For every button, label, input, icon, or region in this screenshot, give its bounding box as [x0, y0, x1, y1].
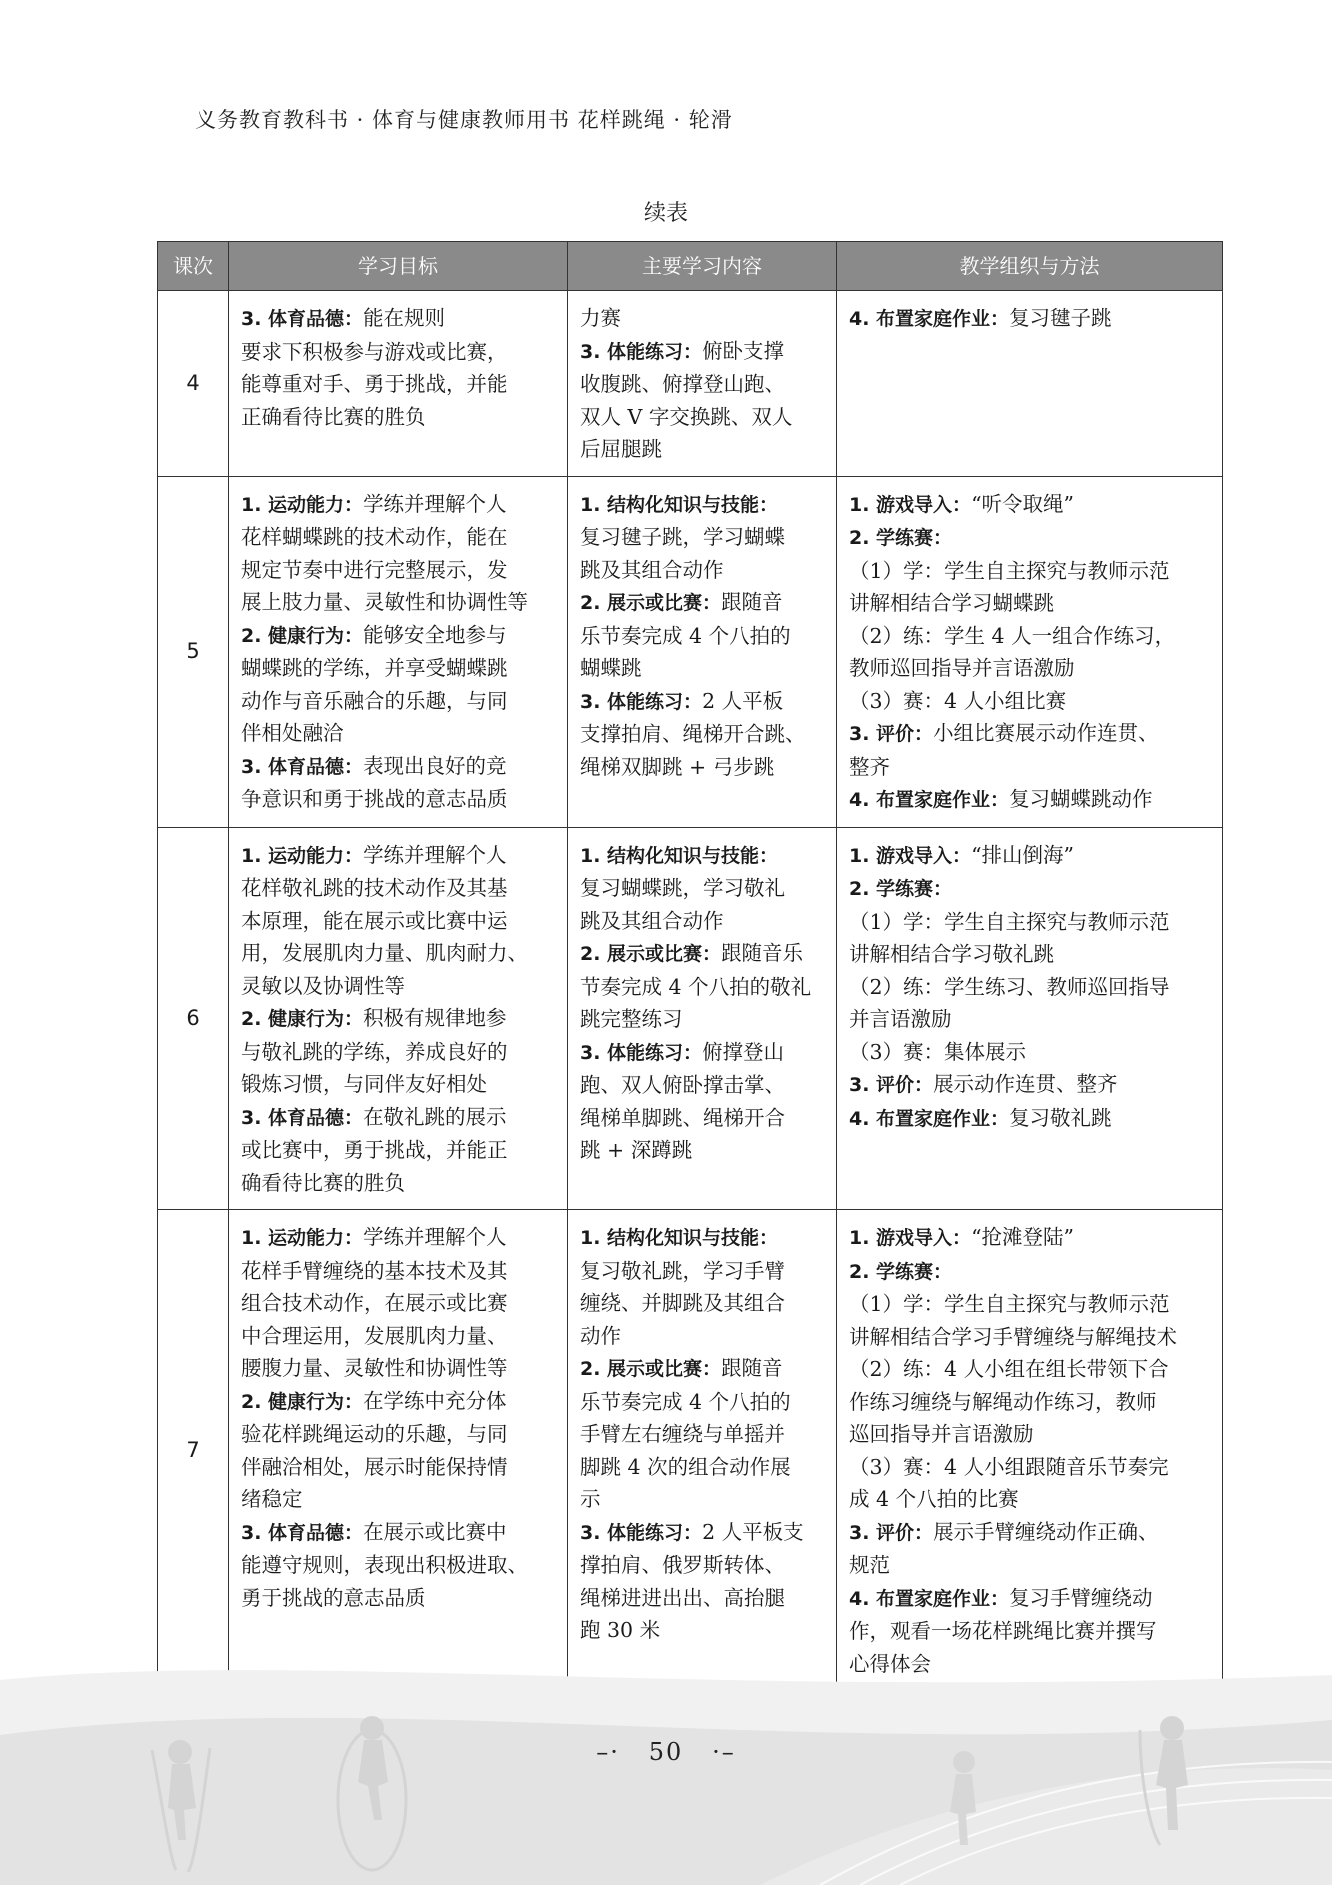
content-cell [568, 476, 837, 827]
section-label: 4. 布置家庭作业： [849, 789, 1010, 811]
cell-line [241, 1134, 555, 1167]
line-text: 规定节奏中进行完整展示，发 [241, 557, 508, 582]
line-text: 作练习缠绕与解绳动作练习，教师 [849, 1389, 1157, 1414]
line-text: 组合技术动作，在展示或比赛 [241, 1291, 508, 1315]
cell-line [241, 652, 555, 685]
line-text: （2）练：学生练习、教师巡回指导 [849, 974, 1170, 999]
section-label: 3. 体育品德： [241, 1106, 364, 1129]
page-number-value: 50 [648, 1738, 684, 1766]
cell-line [241, 1287, 555, 1320]
methods-cell [837, 1210, 1223, 1691]
cell-line [849, 555, 1210, 588]
section-label: 4. 布置家庭作业： [849, 1587, 1010, 1610]
line-text: 俯撑登山 [702, 1039, 785, 1064]
page-number [0, 1738, 1332, 1766]
cell-line [241, 1516, 555, 1550]
cell-line [241, 554, 555, 587]
cell-line [849, 1288, 1210, 1321]
line-text: 表现出良好的竞 [363, 753, 507, 778]
cell-line [849, 1451, 1210, 1484]
cell-line [849, 971, 1210, 1004]
cell-line [849, 1353, 1210, 1386]
line-text: 讲解相结合学习蝴蝶跳 [849, 591, 1054, 615]
cell-line [241, 1002, 555, 1036]
line-text: 在学练中充分体 [363, 1388, 507, 1413]
section-label: 3. 评价： [849, 723, 934, 745]
line-text: 心得体会 [849, 1651, 931, 1676]
line-text: （2）练：学生 4 人一组合作练习， [849, 623, 1176, 648]
cell-line [241, 521, 555, 554]
cell-line [241, 1549, 555, 1582]
line-text: 支撑拍肩、绳梯开合跳、 [580, 722, 806, 746]
cell-line [849, 1036, 1210, 1069]
cell-line [580, 1582, 824, 1615]
line-text: 跑 30 米 [580, 1618, 661, 1642]
cell-line [580, 1287, 824, 1320]
line-text: （1）学：学生自主探究与教师示范 [849, 558, 1170, 583]
page-number-dash-left: –· [596, 1738, 620, 1766]
cell-line [849, 1483, 1210, 1516]
cell-line [241, 717, 555, 750]
line-text: “抢滩登陆” [971, 1225, 1075, 1249]
line-text: 能够安全地参与 [363, 622, 507, 647]
line-text: 讲解相结合学习敬礼跳 [849, 942, 1054, 966]
lesson-number: 4 [158, 291, 229, 477]
cell-line [849, 938, 1210, 971]
line-text: 2 人平板支 [702, 1519, 804, 1544]
line-text: 锻炼习惯，与同伴友好相处 [241, 1072, 487, 1096]
line-text: （2）练：4 人小组在组长带领下合 [849, 1357, 1169, 1381]
section-label: 4. 布置家庭作业： [849, 1107, 1010, 1130]
line-text: 小组比赛展示动作连贯、 [933, 721, 1159, 745]
cell-line [241, 783, 555, 816]
section-label: 3. 评价： [849, 1074, 934, 1096]
line-text: 跟随音 [721, 1356, 783, 1380]
section-label: 1. 运动能力： [241, 1227, 364, 1249]
cell-line [241, 905, 555, 938]
cell-line [580, 488, 824, 522]
line-text: 整齐 [849, 754, 890, 779]
line-text: 勇于挑战的意志品质 [241, 1585, 426, 1610]
cell-line [580, 620, 824, 653]
cell-line [241, 1255, 555, 1288]
cell-line [241, 1101, 555, 1135]
cell-line [580, 1036, 824, 1070]
cell-line [241, 1483, 555, 1516]
cell-line [580, 335, 824, 369]
section-label: 2. 展示或比赛： [580, 1358, 722, 1380]
cell-line [241, 368, 555, 401]
cell-line [241, 586, 555, 619]
section-label: 2. 展示或比赛： [580, 943, 722, 965]
line-text: 撑拍肩、俄罗斯转体、 [580, 1553, 785, 1577]
line-text: 学练并理解个人 [363, 842, 507, 867]
line-text: “排山倒海” [971, 842, 1075, 867]
line-text: 复习敬礼跳 [1009, 1105, 1112, 1130]
cell-line [241, 1352, 555, 1385]
cell-line [849, 1321, 1210, 1354]
cell-line [241, 1068, 555, 1101]
table-row [158, 827, 1223, 1210]
cell-line [849, 302, 1210, 336]
line-text: 动作与音乐融合的乐趣，与同 [241, 688, 508, 713]
line-text: 本原理，能在展示或比赛中运 [241, 908, 508, 933]
line-text: 伴融洽相处，展示时能保持情 [241, 1454, 508, 1479]
line-text: 跑、双人俯卧撑击掌、 [580, 1073, 785, 1097]
section-label: 1. 运动能力： [241, 844, 364, 867]
line-text: 能尊重对手、勇于挑战，并能 [241, 372, 508, 396]
content-cell [568, 1210, 837, 1691]
header-lesson: 课次 [158, 242, 229, 291]
line-text: 在敬礼跳的展示 [363, 1104, 507, 1129]
line-text: （3）赛：4 人小组跟随音乐节奏完 [849, 1454, 1169, 1479]
section-label: 2. 健康行为： [241, 1390, 364, 1413]
line-text: 复习敬礼跳，学习手臂 [580, 1258, 785, 1283]
line-text: 俯卧支撑 [702, 338, 785, 363]
section-label: 1. 游戏导入： [849, 493, 972, 516]
running-head: 义务教育教科书 · 体育与健康教师用书 花样跳绳 · 轮滑 [195, 108, 733, 132]
cell-line [580, 586, 824, 620]
line-text: 双人 V 字交换跳、双人 [580, 404, 793, 429]
cell-line [580, 905, 824, 938]
line-text: 2 人平板 [702, 688, 784, 713]
section-label: 1. 游戏导入： [849, 1227, 972, 1249]
cell-line [849, 839, 1210, 873]
line-text: 复习蝴蝶跳动作 [1009, 787, 1153, 811]
section-label: 3. 体育品德： [241, 308, 364, 330]
line-text: 在展示或比赛中 [363, 1519, 507, 1544]
cell-line [580, 1255, 824, 1288]
line-text: 复习手臂缠绕动 [1009, 1585, 1153, 1610]
cell-line [241, 302, 555, 336]
table-row [158, 291, 1223, 477]
section-label: 2. 学练赛： [849, 527, 953, 549]
line-text: 复习毽子跳 [1009, 306, 1112, 330]
line-text: 收腹跳、俯撑登山跑、 [580, 372, 785, 396]
section-label: 3. 体能练习： [580, 340, 703, 363]
line-text: 节奏完成 4 个八拍的敬礼 [580, 974, 812, 999]
line-text: 确看待比赛的胜负 [241, 1170, 405, 1195]
cell-line [849, 1516, 1210, 1550]
header-content: 主要学习内容 [568, 242, 837, 291]
line-text: 后屈腿跳 [580, 437, 662, 461]
cell-line [580, 302, 824, 335]
line-text: “听令取绳” [971, 491, 1075, 516]
cell-line [580, 718, 824, 751]
line-text: 或比赛中，勇于挑战，并能正 [241, 1138, 508, 1162]
lesson-number: 6 [158, 827, 229, 1210]
line-text: 跳 + 深蹲跳 [580, 1138, 693, 1162]
lesson-plan-table [157, 241, 1223, 1691]
line-text: （3）赛：集体展示 [849, 1039, 1027, 1064]
cell-line [849, 587, 1210, 620]
cell-line [580, 401, 824, 434]
section-label: 2. 学练赛： [849, 1260, 953, 1283]
cell-line [241, 750, 555, 784]
section-label: 3. 评价： [849, 1521, 934, 1544]
cell-line [580, 685, 824, 719]
cell-line [241, 970, 555, 1003]
section-label: 2. 健康行为： [241, 1008, 364, 1030]
cell-line [580, 433, 824, 466]
cell-line [849, 521, 1210, 555]
section-label: 1. 游戏导入： [849, 844, 972, 867]
cell-line [849, 1102, 1210, 1136]
line-text: 乐节奏完成 4 个八拍的 [580, 1389, 791, 1414]
goals-cell [229, 476, 568, 827]
cell-line [580, 1451, 824, 1484]
cell-line [849, 1582, 1210, 1616]
cell-line [241, 488, 555, 522]
cell-line [849, 488, 1210, 522]
section-label: 1. 结构化知识与技能： [580, 844, 779, 867]
cell-line [580, 1483, 824, 1516]
content-cell [568, 291, 837, 477]
cell-line [849, 1068, 1210, 1102]
header-goals: 学习目标 [229, 242, 568, 291]
cell-line [241, 1221, 555, 1255]
line-text: 能在规则 [363, 306, 446, 330]
section-label: 3. 体育品德： [241, 1521, 364, 1544]
line-text: 复习蝴蝶跳，学习敬礼 [580, 876, 785, 900]
line-text: 绳梯进进出出、高抬腿 [580, 1585, 785, 1610]
cell-line [241, 619, 555, 653]
cell-line [580, 1352, 824, 1386]
content-cell [568, 827, 837, 1210]
lesson-number: 7 [158, 1210, 229, 1691]
line-text: 跳及其组合动作 [580, 908, 724, 933]
line-text: 跟随音乐 [721, 941, 804, 965]
section-label: 4. 布置家庭作业： [849, 308, 1010, 330]
page-number-dash-right: ·– [712, 1738, 736, 1766]
methods-cell [837, 291, 1223, 477]
line-text: （1）学：学生自主探究与教师示范 [849, 1292, 1170, 1316]
cell-line [849, 1003, 1210, 1036]
cell-line [241, 336, 555, 369]
cell-line [580, 1516, 824, 1550]
line-text: 作，观看一场花样跳绳比赛并撰写 [849, 1619, 1157, 1643]
line-text: 灵敏以及协调性等 [241, 973, 405, 998]
line-text: 绪稳定 [241, 1487, 303, 1511]
cell-line [580, 1221, 824, 1255]
cell-line [241, 401, 555, 434]
cell-line [580, 1320, 824, 1353]
line-text: 复习毽子跳，学习蝴蝶 [580, 525, 785, 549]
line-text: 展示手臂缠绕动作正确、 [933, 1519, 1159, 1544]
line-text: 规范 [849, 1553, 890, 1577]
cell-line [580, 872, 824, 905]
line-text: 展示动作连贯、整齐 [933, 1072, 1118, 1096]
cell-line [580, 1003, 824, 1036]
cell-line [241, 1167, 555, 1200]
cell-line [241, 839, 555, 873]
line-text: 验花样跳绳运动的乐趣，与同 [241, 1422, 508, 1446]
cell-line [241, 1320, 555, 1353]
line-text: 学练并理解个人 [363, 491, 507, 516]
goals-cell [229, 827, 568, 1210]
line-text: 跳完整练习 [580, 1007, 683, 1031]
cell-line [849, 1221, 1210, 1255]
cell-line [580, 1549, 824, 1582]
section-label: 3. 体育品德： [241, 755, 364, 778]
line-text: 花样手臂缠绕的基本技术及其 [241, 1258, 508, 1283]
cell-line [849, 717, 1210, 751]
methods-cell [837, 476, 1223, 827]
line-text: 讲解相结合学习手臂缠绕与解绳技术 [849, 1324, 1177, 1349]
cell-line [241, 1385, 555, 1419]
cell-line [849, 652, 1210, 685]
line-text: 能遵守规则，表现出积极进取、 [241, 1553, 528, 1577]
line-text: 展上肢力量、灵敏性和协调性等 [241, 590, 528, 614]
cell-line [580, 1069, 824, 1102]
cell-line [849, 783, 1210, 817]
cell-line [580, 554, 824, 587]
line-text: 腰腹力量、灵敏性和协调性等 [241, 1356, 508, 1380]
cell-line [580, 368, 824, 401]
cell-line [849, 906, 1210, 939]
cell-line [241, 1418, 555, 1451]
methods-cell [837, 827, 1223, 1210]
line-text: 手臂左右缠绕与单摇并 [580, 1422, 785, 1446]
section-label: 3. 体能练习： [580, 1521, 703, 1544]
cell-line [241, 1036, 555, 1069]
table-caption: 续表 [643, 201, 688, 226]
line-text: 绳梯双脚跳 + 弓步跳 [580, 754, 775, 779]
line-text: 教师巡回指导并言语激励 [849, 656, 1075, 680]
line-text: 跳及其组合动作 [580, 557, 724, 582]
line-text: 绳梯单脚跳、绳梯开合 [580, 1105, 785, 1130]
cell-line [849, 1386, 1210, 1419]
cell-line [241, 1451, 555, 1484]
section-label: 3. 体能练习： [580, 1041, 703, 1064]
cell-line [849, 751, 1210, 784]
cell-line [241, 685, 555, 718]
line-text: 学练并理解个人 [363, 1225, 507, 1249]
cell-line [241, 937, 555, 970]
cell-line [580, 652, 824, 685]
table-header-row [158, 242, 1223, 291]
line-text: 伴相处融洽 [241, 721, 344, 745]
cell-line [580, 1418, 824, 1451]
line-text: 示 [580, 1487, 601, 1511]
cell-line [849, 685, 1210, 718]
line-text: 与敬礼跳的学练，养成良好的 [241, 1039, 508, 1064]
line-text: 用，发展肌肉力量、肌肉耐力、 [241, 941, 528, 965]
section-label: 2. 健康行为： [241, 624, 364, 647]
section-label: 1. 运动能力： [241, 493, 364, 516]
cell-line [580, 751, 824, 784]
cell-line [580, 971, 824, 1004]
header-methods: 教学组织与方法 [837, 242, 1223, 291]
lesson-number: 5 [158, 476, 229, 827]
section-label: 1. 结构化知识与技能： [580, 1227, 779, 1249]
goals-cell [229, 1210, 568, 1691]
line-text: 脚跳 4 次的组合动作展 [580, 1454, 791, 1479]
line-text: （3）赛：4 人小组比赛 [849, 688, 1067, 713]
table-row [158, 476, 1223, 827]
cell-line [580, 839, 824, 873]
cell-line [580, 937, 824, 971]
section-label: 2. 展示或比赛： [580, 592, 722, 614]
line-text: 缠绕、并脚跳及其组合 [580, 1291, 785, 1315]
line-text: 要求下积极参与游戏或比赛， [241, 339, 508, 364]
line-text: 花样敬礼跳的技术动作及其基 [241, 876, 508, 900]
line-text: 正确看待比赛的胜负 [241, 404, 426, 429]
line-text: （1）学：学生自主探究与教师示范 [849, 909, 1170, 934]
cell-line [849, 620, 1210, 653]
line-text: 积极有规律地参 [363, 1006, 507, 1030]
cell-line [849, 1549, 1210, 1582]
line-text: 力赛 [580, 306, 621, 330]
cell-line [580, 521, 824, 554]
line-text: 蝴蝶跳 [580, 656, 642, 680]
cell-line [580, 1386, 824, 1419]
table-row [158, 1210, 1223, 1691]
cell-line [241, 1582, 555, 1615]
goals-cell [229, 291, 568, 477]
cell-line [849, 1255, 1210, 1289]
line-text: 跟随音 [721, 590, 783, 614]
line-text: 并言语激励 [849, 1007, 952, 1031]
line-text: 蝴蝶跳的学练，并享受蝴蝶跳 [241, 656, 508, 680]
cell-line [849, 1418, 1210, 1451]
cell-line [849, 872, 1210, 906]
line-text: 动作 [580, 1323, 621, 1348]
section-label: 3. 体能练习： [580, 690, 703, 713]
line-text: 巡回指导并言语激励 [849, 1422, 1034, 1446]
line-text: 中合理运用，发展肌肉力量、 [241, 1323, 508, 1348]
line-text: 成 4 个八拍的比赛 [849, 1487, 1019, 1511]
section-label: 2. 学练赛： [849, 878, 953, 900]
cell-line [580, 1134, 824, 1167]
line-text: 花样蝴蝶跳的技术动作，能在 [241, 525, 508, 549]
cell-line [580, 1102, 824, 1135]
line-text: 乐节奏完成 4 个八拍的 [580, 623, 791, 648]
cell-line [241, 872, 555, 905]
line-text: 争意识和勇于挑战的意志品质 [241, 787, 508, 811]
section-label: 1. 结构化知识与技能： [580, 493, 779, 516]
